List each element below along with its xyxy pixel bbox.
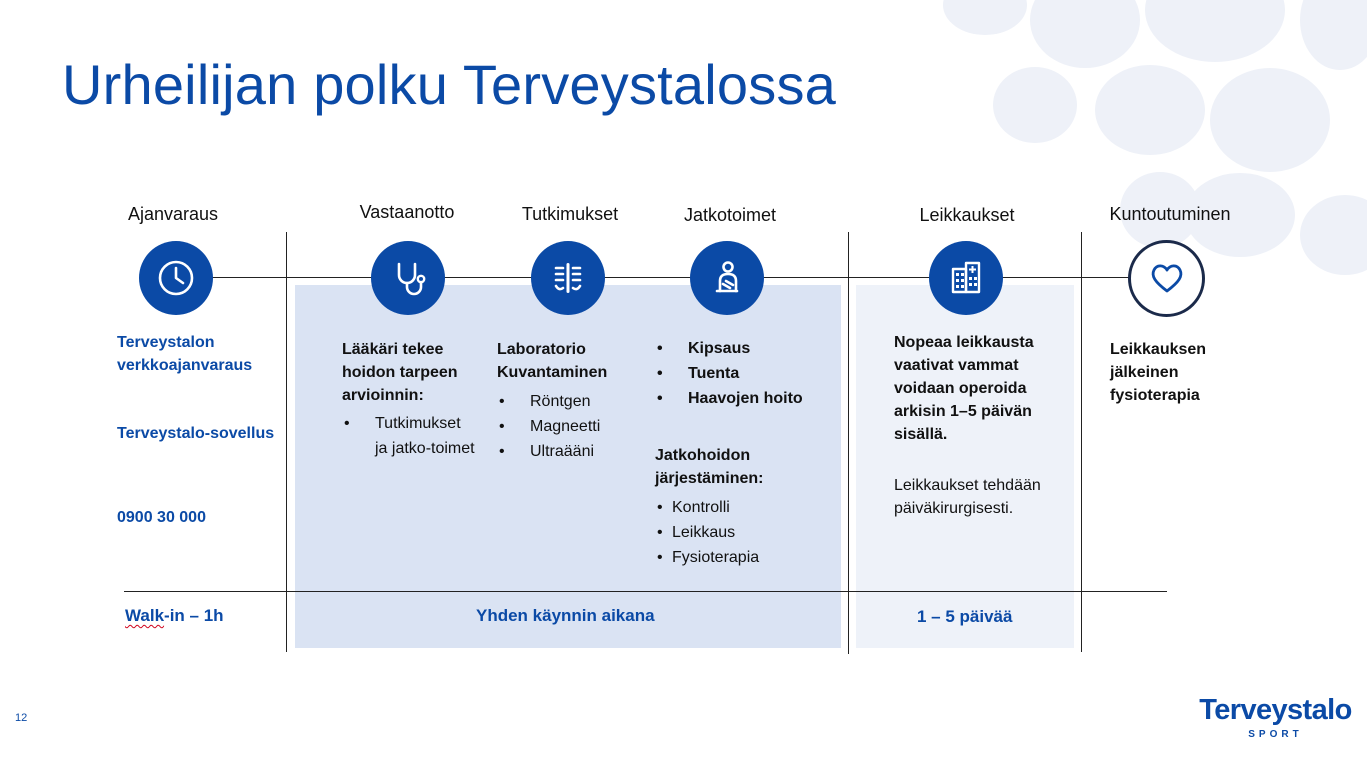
list-item: • Kontrolli — [655, 495, 825, 520]
tutkimukset-line1: Laboratorio — [497, 341, 586, 358]
jatkotoimet-sublist — [655, 495, 825, 570]
step-title-leikkaukset: Leikkaukset — [919, 205, 1015, 225]
timeline-line — [176, 277, 1167, 278]
duration-walkin-text: Walk-in – 1h — [125, 606, 224, 625]
stethoscope-icon — [371, 241, 445, 315]
divider-line-2 — [848, 232, 849, 654]
kuntoutuminen-text: Leikkauksen jälkeinen fysioterapia — [1110, 341, 1207, 404]
step-title-jatkotoimet: Jatkotoimet — [683, 205, 777, 225]
jatkotoimet-list — [655, 336, 835, 411]
page-number: 12 — [15, 712, 28, 724]
step-title-ajanvaraus: Ajanvaraus — [127, 204, 219, 224]
list-item: • Tutkimukset ja jatko-toimet — [342, 411, 477, 461]
vastaanotto-intro: Lääkäri tekee hoidon tarpeen arvioinnin: — [342, 341, 458, 404]
duration-single-visit: Yhden käynnin aikana — [476, 606, 655, 625]
duration-walkin — [125, 606, 224, 626]
list-item: • Röntgen — [497, 389, 637, 414]
step-title-vastaanotto: Vastaanotto — [359, 202, 455, 222]
spellcheck-underline: Walk — [125, 606, 165, 625]
tutkimukset-line2: Kuvantaminen — [497, 364, 608, 381]
booking-channel-app: Terveystalo-sovellus — [117, 425, 275, 442]
list-item: • Ultraääni — [497, 439, 637, 464]
clock-icon — [139, 241, 213, 315]
leikkaukset-text-1: Nopeaa leikkausta vaativat vammat voidaan operoida arkisin 1–5 päivän sisällä. — [894, 334, 1034, 443]
xray-icon — [531, 241, 605, 315]
list-item: • Tuenta — [655, 361, 835, 386]
list-item: • Kipsaus — [655, 336, 835, 361]
jatkotoimet-subheading: Jatkohoidon järjestäminen: — [655, 447, 764, 487]
bandaged-arm-icon — [690, 241, 764, 315]
footer-divider-line — [124, 591, 1167, 592]
terveystalo-sport-logo — [1198, 694, 1353, 740]
slide-title: Urheilijan polku Terveystalossa — [62, 53, 836, 116]
heart-icon — [1128, 240, 1205, 317]
booking-phone: 0900 30 000 — [117, 509, 206, 526]
list-item: • Magneetti — [497, 414, 637, 439]
hospital-icon — [929, 241, 1003, 315]
logo-wordmark: Terveystalo — [1199, 694, 1352, 726]
step-title-kuntoutuminen: Kuntoutuminen — [1109, 204, 1231, 224]
logo-subtitle: SPORT — [1248, 729, 1303, 740]
booking-channel-web: Terveystalon verkkoajanvaraus — [117, 334, 253, 374]
list-item: • Fysioterapia — [655, 545, 825, 570]
tutkimukset-list — [497, 389, 637, 464]
list-item: • Leikkaus — [655, 520, 825, 545]
divider-line-3 — [1081, 232, 1082, 652]
step-title-tutkimukset: Tutkimukset — [521, 204, 619, 224]
list-item: • Haavojen hoito — [655, 386, 835, 411]
vastaanotto-list — [342, 411, 477, 461]
leikkaukset-text-2: Leikkaukset tehdään päiväkirurgisesti. — [894, 477, 1041, 517]
duration-days: 1 – 5 päivää — [917, 607, 1013, 626]
